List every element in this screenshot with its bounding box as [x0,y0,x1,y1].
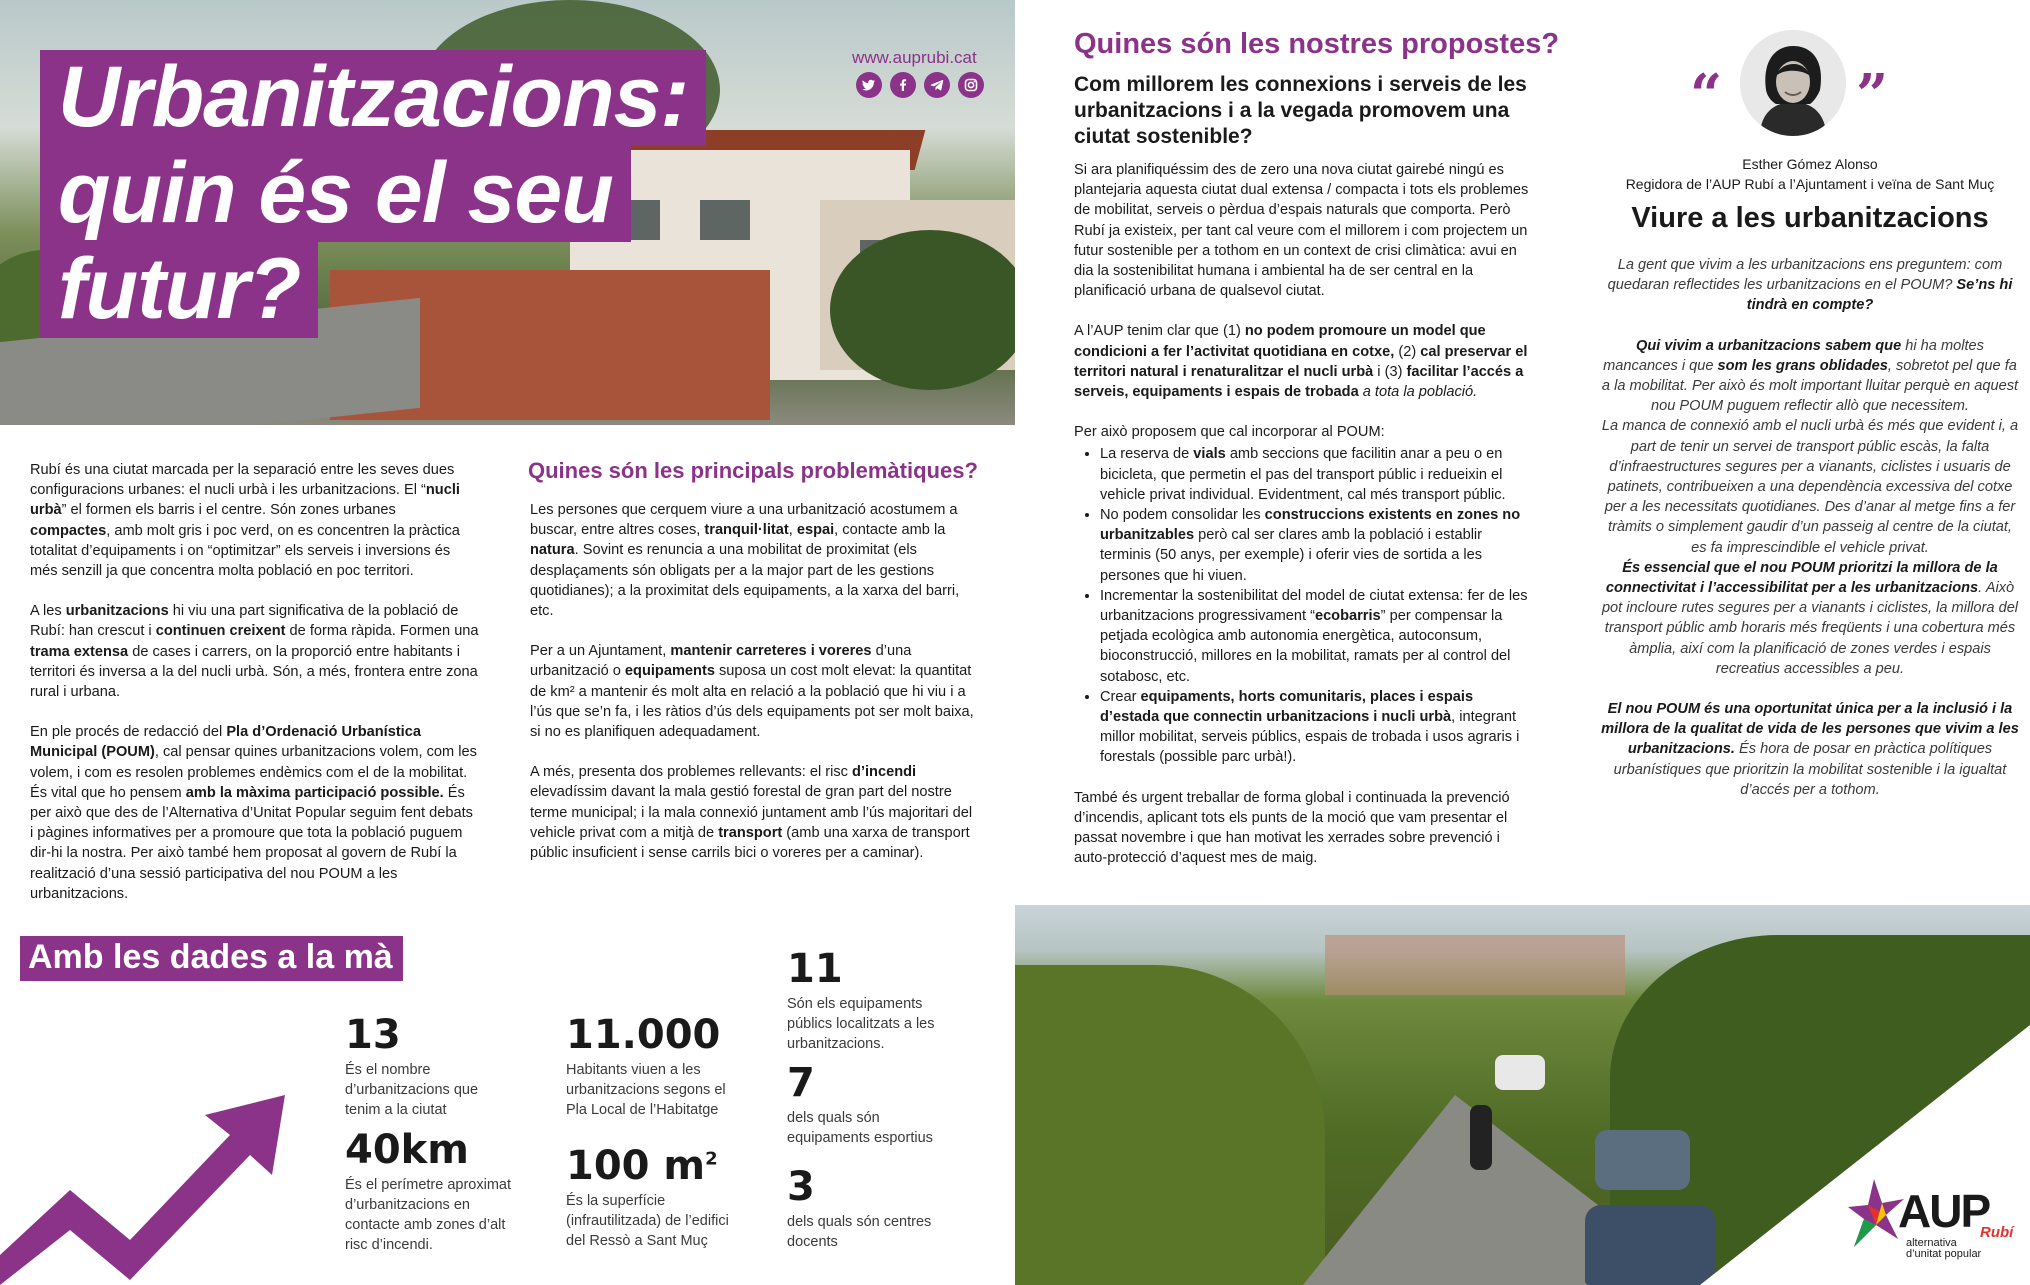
avatar [1740,30,1846,136]
stat-100m2: 100 $m^2$ És la superfície (infrautilitzada) de l’edifici del Ressò a Sant Muç [566,1143,729,1249]
stat-3: 3 dels quals són centres docents [787,1164,932,1250]
data-section-title: Amb les dades a la mà [20,936,403,981]
problems-paragraph-2: Per a un Ajuntament, mantenir carreteres i voreres d’una urbanització o equipaments suposa un cost molt elevat: la quantitat de km² a mantenir és molt alta en relació a la població que hi viu i a l’ús que se’n fa, i les ràtios d’ús dels equipaments pot ser molt baixa, si no es planifiquen adequadament. [530,643,974,741]
list-item: • La reserva de vials amb seccions que facilitin anar a peu o en bicicleta, que permetin el pas del transport públic i redueixin el vehicle privat individual. Evidentment, cal més transport públic. [1100,444,1536,505]
author-role: Regidora de l’AUP Rubí a l’Ajuntament i veïna de Sant Muç [1625,176,1995,192]
page-title [40,49,689,338]
testimony-heading: Viure a les urbanitzacions [1631,202,1989,234]
author-name: Esther Gómez Alonso [1742,156,1878,172]
proposals-heading: Quines són les nostres propostes? [1074,28,1560,60]
quote-open-icon: “ [1690,62,1723,128]
trend-arrow-icon [0,1040,290,1285]
proposals-list [1074,444,1536,767]
problems-heading: Quines són les principals problemàtiques? [528,458,978,483]
intro-paragraph-2: A les urbanitzacions hi viu una part significativa de la població de Rubí: han crescut i continuen creixent de forma ràpida. Formen una trama extensa de cases i carrers, on la proporció entre habitants i territori és inversa a la del nucli urbà. Són, a més, frontera entre zona rural i urbana. [30,603,479,701]
proposals-paragraph-2: A l’AUP tenim clar que (1) no podem promoure un model que condicioni a fer l’activitat quotidiana en cotxe, (2) cal preservar el territori natural i renaturalitzar el nucli urbà i (3) facilitar l’accés a serveis, equipaments i espais de trobada a tota la població. [1074,323,1528,401]
stat-11: 11 Són els equipaments públics localitzats a les urbanitzacions. [787,946,935,1052]
facebook-icon[interactable] [890,72,916,98]
proposals-list-intro: Per això proposem que cal incorporar al POUM: [1074,424,1385,441]
problems-paragraph-1: Les persones que cerquem viure a una urbanització acostumem a buscar, entre altres coses, tranquil·litat, espai, contacte amb la natura. Sovint es renuncia a una mobilitat de proximitat (els desplaçaments són obligats per a la major part de les gestions quotidianes); a la proximitat dels equipaments, a la xarxa del barri, etc. [530,502,960,620]
telegram-icon[interactable] [924,72,950,98]
instagram-icon[interactable] [958,72,984,98]
aup-star-icon [1848,1177,1904,1249]
list-item: • Incrementar la sostenibilitat del model de ciutat extensa: fer de les urbanitzacions progressivament “ecobarris” per compensar la petjada ecològica amb autonomia energètica, autoconsum, bioconstrucció, millores en la mobilitat, ramats per al control del sotabosc, etc. [1100,586,1536,687]
proposals-paragraph-4: També és urgent treballar de forma global i continuada la prevenció d’incendis, aplicant tots els punts de la moció que vam presentar el passat novembre i que han motivat les xerrades sobre prevenció i auto-protecció d’aquest mes de maig. [1074,789,1510,867]
testimony-column [1600,255,2020,820]
social-icons [856,72,984,98]
testimony-paragraph-1: La gent que vivim a les urbanitzacions ens preguntem: com quedaran reflectides les urbanitzacions en el POUM? Se’ns hi tindrà en compte? [1607,257,2013,314]
stat-13: 13 És el nombre d’urbanitzacions que tenim a la ciutat [345,1012,479,1118]
title-line-3: futur? [40,242,318,338]
quote-close-icon: ” [1856,62,1889,128]
author-info [1560,154,2030,194]
testimony-paragraph-3: La manca de connexió amb el nucli urbà és més que evident i, a part de tenir un servei de transport públic escàs, la falta d’infraestructures segures per a vianants, ciclistes i usuaris de patinets, contribueixen a una dependència excessiva del cotxe per a les necessitats quotidianes. Des d’anar al metge fins a fer tràmits o simplement gaudir d’un passeig al centre de la ciutat, es fa imprescindible el vehicle privat. [1601,418,2019,556]
stat-40km: 40km És el perímetre aproximat d’urbanitzacions en contacte amb zones d’alt risc d’incendi. [345,1127,512,1253]
intro-paragraph-3: En ple procés de redacció del Pla d’Ordenació Urbanística Municipal (POUM), cal pensar quines urbanitzacions volem, com les volem, i com es resolen problemes endèmics com el de la mobilitat. És vital que ho pensem amb la màxima participació possible. És per això que des de l’Alternativa d’Unitat Popular seguim fent debats i pàgines informatives per a promoure que tota la població puguem dir-hi la nostra. Per això també hem proposat al govern de Rubí la realització d’una sessió participativa del nou POUM a les urbanitzacions. [30,724,477,902]
intro-column [30,460,480,924]
logo-city: Rubí [1980,1224,2014,1241]
website-link[interactable]: www.auprubi.cat [852,48,977,67]
testimony-paragraph-2: Qui vivim a urbanitzacions sabem que hi ha moltes mancances i que som les grans oblidades, sobretot pel que fa a la mobilitat. Per això és molt important lluitar perquè en aquest nou POUM puguem reflectir allò que necessitem. [1601,337,2019,415]
stat-11000: 11.000 Habitants viuen a les urbanitzacions segons el Pla Local de l’Habitatge [566,1012,726,1118]
logo-text: AUP [1898,1185,1990,1237]
twitter-icon[interactable] [856,72,882,98]
proposals-column [1074,160,1536,889]
proposals-paragraph-1: Si ara planifiquéssim des de zero una nova ciutat gairebé ningú es plantejaria aquesta ciutat dual extensa / compacta i tots els problemes de mobilitat, serveis o pèrdua d’espais naturals que comporta. Però Rubí ja existeix, per tant cal veure com el millorem i com projectem un futur sostenible per a tothom en un context de crisi climàtica: avui en dia la sostenibilitat humana i ambiental ha de ser central en la planificació urbana de qualsevol ciutat. [1074,162,1529,300]
problems-column [530,500,982,883]
intro-paragraph-1: Rubí és una ciutat marcada per la separació entre les seves dues configuracions urbanes: el nucli urbà i les urbanitzacions. El “nucli urbà” el formen els barris i el centre. Són zones urbanes compactes, amb molt gris i poc verd, on es concentren la pràctica totalitat d’equipaments i on “optimitzar” els serveis i inversions és més senzill ja que concentra molta població en poc territori. [30,462,460,580]
testimony-paragraph-4: És essencial que el nou POUM prioritzi la millora de la connectivitat i l’accessibilitat per a les urbanitzacions. Això pot incloure rutes segures per a vianants i ciclistes, la millora del transport públic amb horaris més freqüents i una cobertura més àmplia, així com la planificació de zones verdes i espais recreatius accessibles a peu. [1601,559,2019,677]
proposals-subtitle: Com millorem les connexions i serveis de les urbanitzacions i a la vegada promovem una ciutat sostenible? [1074,73,1527,148]
title-line-2: quin és el seu [40,146,631,242]
testimony-paragraph-5: El nou POUM és una oportunitat única per a la inclusió i la millora de la qualitat de vida de les persones que vivim a les urbanitzacions. És hora de posar en pràctica polítiques urbanístiques que prioritzin la mobilitat sostenible i la igualtat d’accés per a tothom. [1601,701,2019,798]
stat-7: 7 dels quals són equipaments esportius [787,1060,933,1146]
problems-paragraph-3: A més, presenta dos problemes rellevants: el risc d’incendi elevadíssim davant la mala gestió forestal de gran part del nostre terme municipal; i la mala connexió juntament amb l’ús majoritari del vehicle privat com a mitjà de transport (amb una xarxa de transport públic insuficient i sense carrils bici o voreres per a caminar). [530,764,973,862]
list-item: • Crear equipaments, horts comunitaris, places i espais d’estada que connectin urbanitzacions i nucli urbà, integrant millor mobilitat, serveis públics, espais de trobada i usos agraris i forestals (possible parc urbà!). [1100,687,1536,768]
list-item: • No podem consolidar les construccions existents en zones no urbanitzables però cal ser clares amb la població i establir terminis (50 anys, per exemple) i oferir vies de sortida a les persones que hi viuen. [1100,505,1536,586]
logo-tagline: alternativa d’unitat popular [1906,1237,1982,1260]
title-line-1: Urbanitzacions: [40,50,706,146]
